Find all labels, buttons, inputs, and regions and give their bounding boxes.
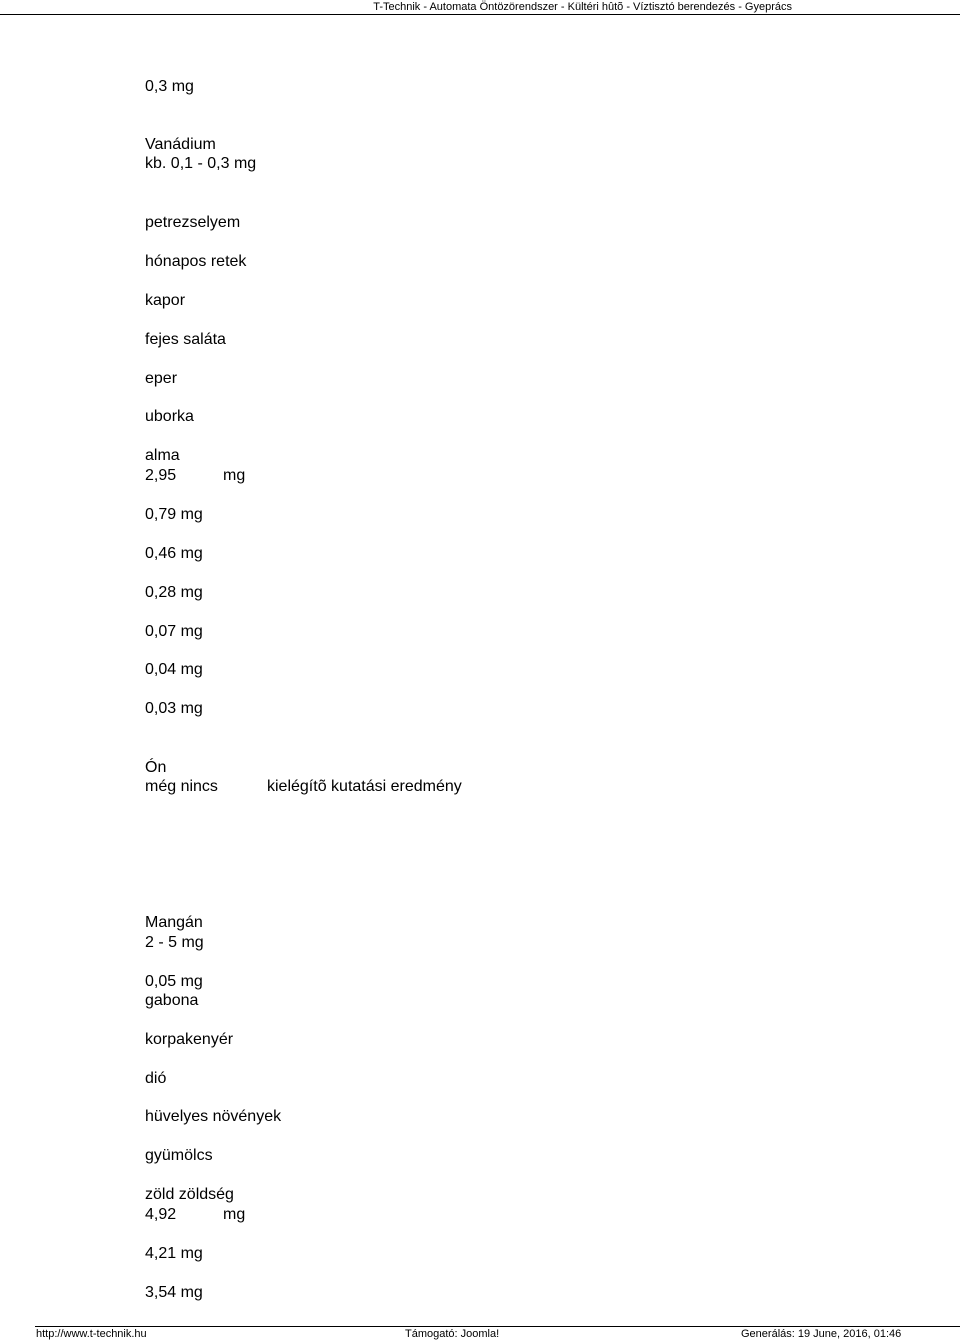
amount-line: 0,79 mg <box>145 506 203 523</box>
amount-value: 2,95 <box>145 467 177 484</box>
amount-line: 0,28 mg <box>145 584 203 601</box>
food-item: petrezselyem <box>145 214 241 231</box>
text-line: még nincs <box>145 778 218 795</box>
amount-value: 4,92 <box>145 1206 177 1223</box>
food-item: eper <box>145 370 178 387</box>
text-line: 2 - 5 mg <box>145 934 204 951</box>
amount-unit: mg <box>223 467 246 484</box>
header-divider <box>0 14 960 15</box>
food-item: gabona <box>145 992 199 1009</box>
amount-line: 0,07 mg <box>145 623 203 640</box>
footer-support: Támogató: Joomla! <box>405 1328 500 1340</box>
text-line: kb. 0,1 - 0,3 mg <box>145 155 257 172</box>
amount-line: 0,04 mg <box>145 661 203 678</box>
section-heading-on: Ón <box>145 759 167 776</box>
food-item: uborka <box>145 408 194 425</box>
food-item: dió <box>145 1070 167 1087</box>
footer-url-link[interactable]: http://www.t-technik.hu <box>36 1328 147 1340</box>
food-item: fejes saláta <box>145 331 226 348</box>
footer-divider <box>35 1326 960 1327</box>
amount-line: 4,21 mg <box>145 1245 203 1262</box>
text-line: 0,3 mg <box>145 78 194 95</box>
food-item: hüvelyes növények <box>145 1108 282 1125</box>
section-heading-mangan: Mangán <box>145 914 203 931</box>
header-title: T-Technik - Automata Öntözörendszer - Kültéri hûtõ - Víztisztó berendezés - Gyeprács <box>373 1 792 13</box>
food-item: hónapos retek <box>145 253 247 270</box>
amount-line: 0,03 mg <box>145 700 203 717</box>
food-item: zöld zöldség <box>145 1186 234 1203</box>
food-item: gyümölcs <box>145 1147 213 1164</box>
amount-unit: mg <box>223 1206 246 1223</box>
section-heading-vanadium: Vanádium <box>145 136 216 153</box>
amount-line: 0,46 mg <box>145 545 203 562</box>
amount-line: 3,54 mg <box>145 1284 203 1301</box>
food-item: alma <box>145 447 180 464</box>
text-line: 0,05 mg <box>145 973 203 990</box>
page-header <box>0 0 960 15</box>
text-line-continued: kielégítõ kutatási eredmény <box>267 778 462 795</box>
food-item: korpakenyér <box>145 1031 234 1048</box>
footer-generated: Generálás: 19 June, 2016, 01:46 <box>741 1328 902 1340</box>
food-item: kapor <box>145 292 186 309</box>
